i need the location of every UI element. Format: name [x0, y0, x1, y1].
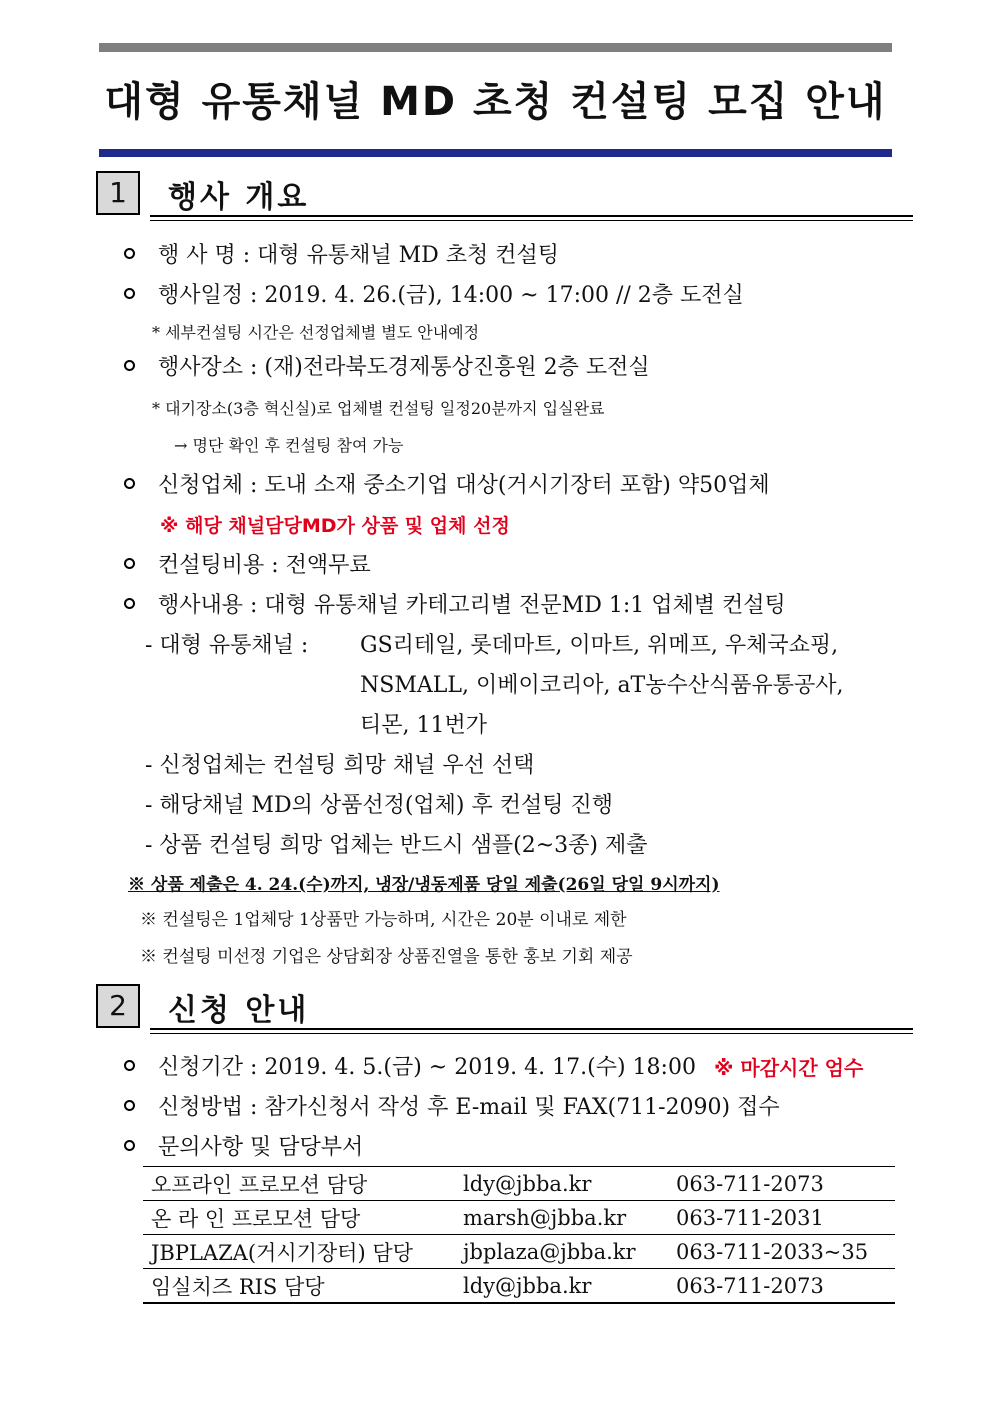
channels-line-2: NSMALL, 이베이코리아, aT농수산식품유통공사,	[360, 673, 844, 698]
application-method: 신청방법 : 참가신청서 작성 후 E-mail 및 FAX(711-2090) 접수	[158, 1095, 780, 1120]
contact-phone: 063-711-2033~35	[668, 1235, 895, 1269]
bullet-icon	[124, 288, 135, 299]
bullet-icon	[124, 360, 135, 371]
section2-rule	[150, 1028, 913, 1034]
event-venue: 행사장소 : (재)전라북도경제통상진흥원 2층 도전실	[158, 355, 650, 380]
applicants: 신청업체 : 도내 소재 중소기업 대상(거시기장터 포함) 약50업체	[158, 473, 770, 498]
applicants-red-note: ※ 해당 채널담당MD가 상품 및 업체 선정	[160, 515, 510, 537]
dash-item-2: - 해당채널 MD의 상품선정(업체) 후 컨설팅 진행	[145, 793, 614, 818]
table-row	[143, 1235, 895, 1269]
dash-item-3: - 상품 컨설팅 희망 업체는 반드시 샘플(2~3종) 제출	[145, 833, 648, 858]
table-row	[143, 1167, 895, 1201]
contact-email: ldy@jbba.kr	[455, 1167, 668, 1201]
contact-email: jbplaza@jbba.kr	[455, 1235, 668, 1269]
contacts-table	[143, 1166, 895, 1304]
bullet-icon	[124, 558, 135, 569]
title-blue-bar	[99, 149, 892, 157]
contact-phone: 063-711-2031	[668, 1201, 895, 1235]
section1-rule	[150, 215, 913, 221]
contact-dept: JBPLAZA(거시기장터) 담당	[143, 1235, 455, 1269]
contact-dept: 임실치즈 RIS 담당	[143, 1269, 455, 1304]
table-row	[143, 1201, 895, 1235]
inquiry-heading: 문의사항 및 담당부서	[158, 1135, 364, 1160]
contact-phone: 063-711-2073	[668, 1167, 895, 1201]
channels-line-1: GS리테일, 롯데마트, 이마트, 위메프, 우체국쇼핑,	[360, 633, 839, 658]
bullet-icon	[124, 1140, 135, 1151]
contact-dept: 온 라 인 프로모션 담당	[143, 1201, 455, 1235]
page-title: 대형 유통채널 MD 초청 컨설팅 모집 안내	[104, 79, 887, 125]
event-schedule: 행사일정 : 2019. 4. 26.(금), 14:00 ~ 17:00 // 2층 도전실	[158, 283, 744, 308]
reference-note-3: ※ 컨설팅 미선정 기업은 상담회장 상품진열을 통한 홍보 기회 제공	[140, 947, 633, 967]
application-period: 신청기간 : 2019. 4. 5.(금) ~ 2019. 4. 17.(수) 18:00	[158, 1055, 696, 1080]
section2-heading: 신청 안내	[168, 993, 310, 1028]
bullet-icon	[124, 1060, 135, 1071]
event-name: 행 사 명 : 대형 유통채널 MD 초청 컨설팅	[158, 243, 560, 268]
bullet-icon	[124, 1100, 135, 1111]
bullet-icon	[124, 598, 135, 609]
channels-label: - 대형 유통채널 :	[145, 633, 309, 658]
venue-note-check: → 명단 확인 후 컨설팅 참여 가능	[174, 436, 404, 455]
section1-number: 1	[96, 171, 140, 215]
contact-email: marsh@jbba.kr	[455, 1201, 668, 1235]
deadline-red-note: ※ 마감시간 엄수	[714, 1056, 864, 1080]
top-gray-bar	[99, 43, 892, 52]
channels-line-3: 티몬, 11번가	[360, 713, 487, 738]
bullet-icon	[124, 478, 135, 489]
bullet-icon	[124, 248, 135, 259]
event-content: 행사내용 : 대형 유통채널 카테고리별 전문MD 1:1 업체별 컨설팅	[158, 593, 786, 618]
section1-heading: 행사 개요	[168, 180, 310, 215]
contact-email: ldy@jbba.kr	[455, 1269, 668, 1304]
schedule-note: * 세부컨설팅 시간은 선정업체별 별도 안내예정	[152, 323, 480, 342]
table-row	[143, 1269, 895, 1304]
section2-number: 2	[96, 984, 140, 1028]
dash-item-1: - 신청업체는 컨설팅 희망 채널 우선 선택	[145, 753, 535, 778]
submission-note: ※ 상품 제출은 4. 24.(수)까지, 냉장/냉동제품 당일 제출(26일 당일 9시까지)	[128, 875, 720, 895]
reference-note-2: ※ 컨설팅은 1업체당 1상품만 가능하며, 시간은 20분 이내로 제한	[140, 910, 627, 930]
consulting-cost: 컨설팅비용 : 전액무료	[158, 553, 371, 578]
venue-note-waiting: * 대기장소(3층 혁신실)로 업체별 컨설팅 일정20분까지 입실완료	[152, 399, 605, 418]
contact-dept: 오프라인 프로모션 담당	[143, 1167, 455, 1201]
contact-phone: 063-711-2073	[668, 1269, 895, 1304]
